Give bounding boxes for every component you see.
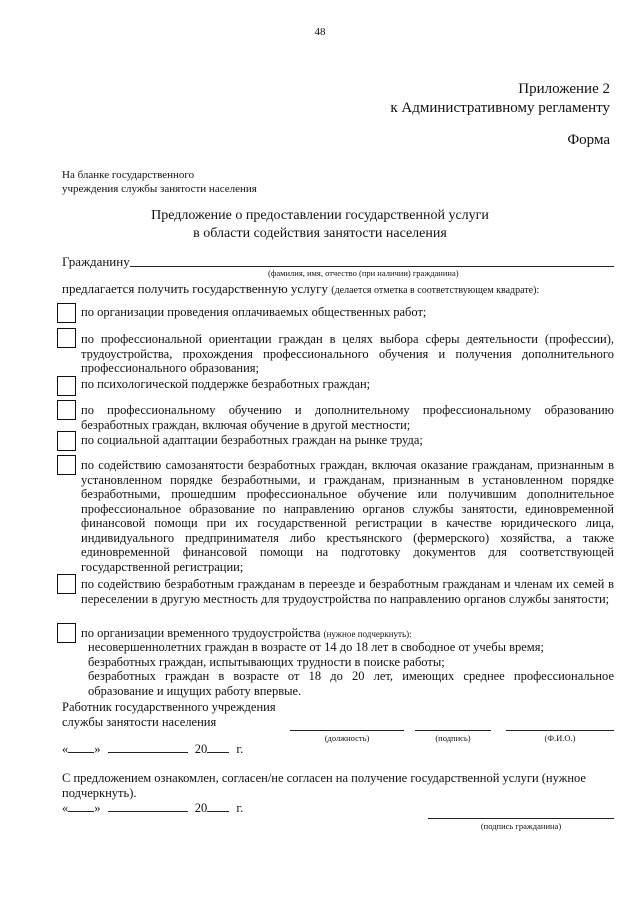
service-item-7: по содействию безработным гражданам в переезде и безработным гражданам и членам их семей в переселении в другую местность для трудоустройства по направлению органов службы занятости; [81,577,614,606]
date-month-field[interactable] [108,752,188,753]
service-checkbox-7[interactable] [57,574,76,594]
service-item-1: по организации проведения оплачиваемых общественных работ; [81,305,427,319]
temp-option-1[interactable]: несовершеннолетних граждан в возрасте от 14 до 18 лет в свободное от учебы время; [88,640,544,654]
position-field[interactable] [290,730,404,731]
service-item-2: по профессиональной ориентации граждан в целях выбора сферы деятельности (профессии), трудоустройства, прохождения профессионального обучения и получения дополнительного профессионального образования; [81,332,614,375]
citizen-date-year-field[interactable] [207,811,229,812]
service-item-4: по профессиональному обучению и дополнительному профессиональному образованию безработных граждан, включая обучение в другой местности; [81,403,614,432]
citizen-name-field[interactable] [130,266,614,267]
citizen-date-close-quote: » [94,801,101,815]
title-line-2: в области содействия занятости населения [193,226,447,241]
full-name-field[interactable] [506,730,614,731]
letterhead-note [62,168,257,196]
service-item-6: по содействию самозанятости безработных граждан, включая оказание гражданам, признанным в установленном порядке безработными, и гражданам, признанным в установленном порядке безработными, прошедшим профессиональное обучение или получившим дополнительное профессиональное образование по направлению органов службы занятости, единовременной финансовой помощи при их государственной регистрации в качестве юридического лица, индивидуального предпринимателя либо крестьянского (фермерского) хозяйства, а также единовременной финансовой помощи на подготовку документов для соответствующей государственной регистрации; [81,458,614,574]
citizen-date-year-suffix: г. [236,801,244,815]
employee-label [62,700,276,730]
employee-line-2: службы занятости населения [62,715,217,729]
service-item-3: по психологической поддержке безработных граждан; [81,377,371,391]
signature-field[interactable] [415,730,491,731]
service-checkbox-5[interactable] [57,431,76,451]
position-caption: (должность) [324,733,370,743]
service-checkbox-3[interactable] [57,376,76,396]
temp-option-2[interactable]: безработных граждан, испытывающих трудности в поиске работы; [88,654,445,669]
citizen-date [62,801,243,816]
service-checkbox-8[interactable] [57,623,76,643]
appendix-heading [390,80,610,118]
service-item-5: по социальной адаптации безработных граждан на рынке труда; [81,433,423,447]
acknowledgement-text: С предложением ознакомлен, согласен/не согласен на получение государственной услуги (нужное подчеркнуть). [62,771,586,800]
title-line-1: Предложение о предоставлении государственной услуги [151,208,489,223]
service-checkbox-1[interactable] [57,303,76,323]
page-number: 48 [314,26,326,38]
appendix-line-1: Приложение 2 [518,81,610,97]
form-label: Форма [567,132,610,148]
offer-main: предлагается получить государственную услугу [62,281,329,296]
document-title [0,207,640,243]
citizen-signature-caption: (подпись гражданина) [480,821,562,831]
date-year-prefix: 20 [194,742,208,756]
letterhead-line-2: учреждения службы занятости населения [62,183,257,195]
date-day-field[interactable] [68,752,94,753]
citizen-date-open-quote: « [62,801,69,815]
citizen-date-year-prefix: 20 [194,801,208,815]
service-checkbox-2[interactable] [57,328,76,348]
service-checkbox-4[interactable] [57,400,76,420]
temp-employment-options [88,640,614,698]
citizen-date-day-field[interactable] [68,811,94,812]
offer-text [62,281,539,297]
date-close-quote: » [94,742,101,756]
citizen-label: Гражданину [62,254,130,269]
signature-caption: (подпись) [435,733,471,743]
full-name-caption: (Ф.И.О.) [544,733,576,743]
service-checkbox-6[interactable] [57,455,76,475]
citizen-date-month-field[interactable] [108,811,188,812]
temp-employment-note: (нужное подчеркнуть): [323,629,412,639]
date-open-quote: « [62,742,69,756]
citizen-signature-field[interactable] [428,818,614,819]
employee-line-1: Работник государственного учреждения [62,700,276,714]
appendix-line-2: к Административному регламенту [390,100,610,116]
temp-option-3[interactable]: безработных граждан в возрасте от 18 до 20 лет, имеющих среднее профессиональное образование и ищущих работу впервые. [88,669,614,698]
offer-note: (делается отметка в соответствующем квадрате): [331,285,540,296]
employee-date [62,742,243,757]
citizen-name-caption: (фамилия, имя, отчество (при наличии) гражданина) [268,268,459,278]
date-year-suffix: г. [236,742,244,756]
date-year-field[interactable] [207,752,229,753]
temp-employment-label: по организации временного трудоустройства [81,626,321,640]
letterhead-line-1: На бланке государственного [62,169,195,181]
